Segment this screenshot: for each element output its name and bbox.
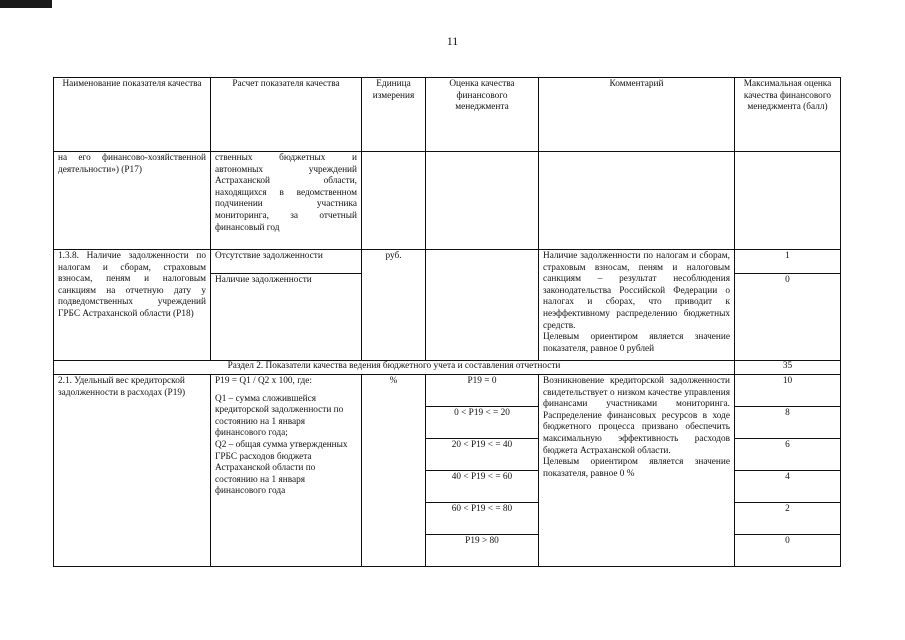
- section-2-title: Раздел 2. Показатели качества ведения бюджетного учета и составления отчетности: [54, 361, 735, 375]
- p17-name: на его финансово-хозяйственной деятельности») (Р17): [54, 152, 211, 250]
- p19-range-1: 0 < Р19 < = 20: [426, 407, 539, 439]
- p19-comment-target: Целевым ориентиром является значение показателя, равное 0 %: [543, 457, 730, 479]
- p19-name: 2.1. Удельный вес кредиторской задолженности в расходах (Р19): [54, 375, 211, 567]
- p18-assessment: [426, 250, 539, 361]
- p19-score-1: 8: [735, 407, 841, 439]
- p18-comment-target: Целевым ориентиром является значение показателя, равное 0 рублей: [543, 332, 730, 354]
- p18-calc-no-debt: Отсутствие задолженности: [211, 250, 362, 274]
- quality-indicators-table: [53, 77, 841, 567]
- p19-score-3: 4: [735, 471, 841, 503]
- p19-comment-text: Возникновение кредиторской задолженности свидетельствует о низком качестве управления финансами участниками мониторинга. Распределение финансовых ресурсов в ходе бюджетного процесса призвано обеспечить максимальную эффективность расходов бюджета Астраханской области.: [543, 376, 730, 456]
- p17-max-score: [735, 152, 841, 250]
- table-header-row: [54, 78, 841, 152]
- header-assessment: Оценка качества финансового менеджмента: [426, 78, 539, 152]
- p18-comment: [539, 250, 735, 361]
- p18-calc-has-debt: Наличие задолженности: [211, 274, 362, 361]
- p19-score-2: 6: [735, 439, 841, 471]
- p17-comment: [539, 152, 735, 250]
- p19-range-5: Р19 > 80: [426, 535, 539, 567]
- p19-range-3: 40 < Р19 < = 60: [426, 471, 539, 503]
- p17-unit: [362, 152, 426, 250]
- scan-corner-mark: [0, 0, 52, 8]
- page-number: 11: [446, 34, 459, 48]
- p19-score-4: 2: [735, 503, 841, 535]
- header-calculation: Расчет показателя качества: [211, 78, 362, 152]
- p19-comment: [539, 375, 735, 567]
- p19-unit: %: [362, 375, 426, 567]
- p19-range-2: 20 < Р19 < = 40: [426, 439, 539, 471]
- section-2-row: [54, 361, 841, 375]
- table-row-p18-a: [54, 250, 841, 274]
- p18-name: 1.3.8. Наличие задолженности по налогам и сборам, страховым взносам, пеням и налоговым санкциям на отчетную дату у подведомственных учреждений ГРБС Астраханской области (Р18): [54, 250, 211, 361]
- header-comment: Комментарий: [539, 78, 735, 152]
- header-max-score: Максимальная оценка качества финансового менеджмента (балл): [735, 78, 841, 152]
- header-indicator-name: Наименование показателя качества: [54, 78, 211, 152]
- p19-range-4: 60 < Р19 < = 80: [426, 503, 539, 535]
- table-row-p19-0: [54, 375, 841, 407]
- p18-score-no-debt: 1: [735, 250, 841, 274]
- header-unit: Единица измерения: [362, 78, 426, 152]
- p19-q2-definition: Q2 – общая сумма утвержденных ГРБС расходов бюджета Астраханской области по состоянию на 1 января финансового года: [215, 439, 348, 497]
- p19-formula: Р19 = Q1 / Q2 х 100, где:: [215, 376, 312, 386]
- p18-comment-text: Наличие задолженности по налогам и сборам, страховым взносам, пеням и налоговым санкциям – результат несоблюдения законодательства Российской Федерации о налогах и сборах, что приводит к неэффективному распределению бюджетных средств.: [543, 251, 730, 331]
- p18-unit: руб.: [362, 250, 426, 361]
- p19-score-0: 10: [735, 375, 841, 407]
- p18-score-has-debt: 0: [735, 274, 841, 361]
- p19-range-0: Р19 = 0: [426, 375, 539, 407]
- section-2-score: 35: [735, 361, 841, 375]
- p19-score-5: 0: [735, 535, 841, 567]
- p19-calculation: [211, 375, 362, 567]
- p19-q1-definition: Q1 – сумма сложившейся кредиторской задолженности по состоянию на 1 января финансового года;: [215, 393, 344, 439]
- p17-assessment: [426, 152, 539, 250]
- table-row-p17: [54, 152, 841, 250]
- p17-calculation: ственных бюджетных и автономных учреждений Астраханской области, находящихся в ведомственном подчинении участника мониторинга, за отчетный финансовый год: [211, 152, 362, 250]
